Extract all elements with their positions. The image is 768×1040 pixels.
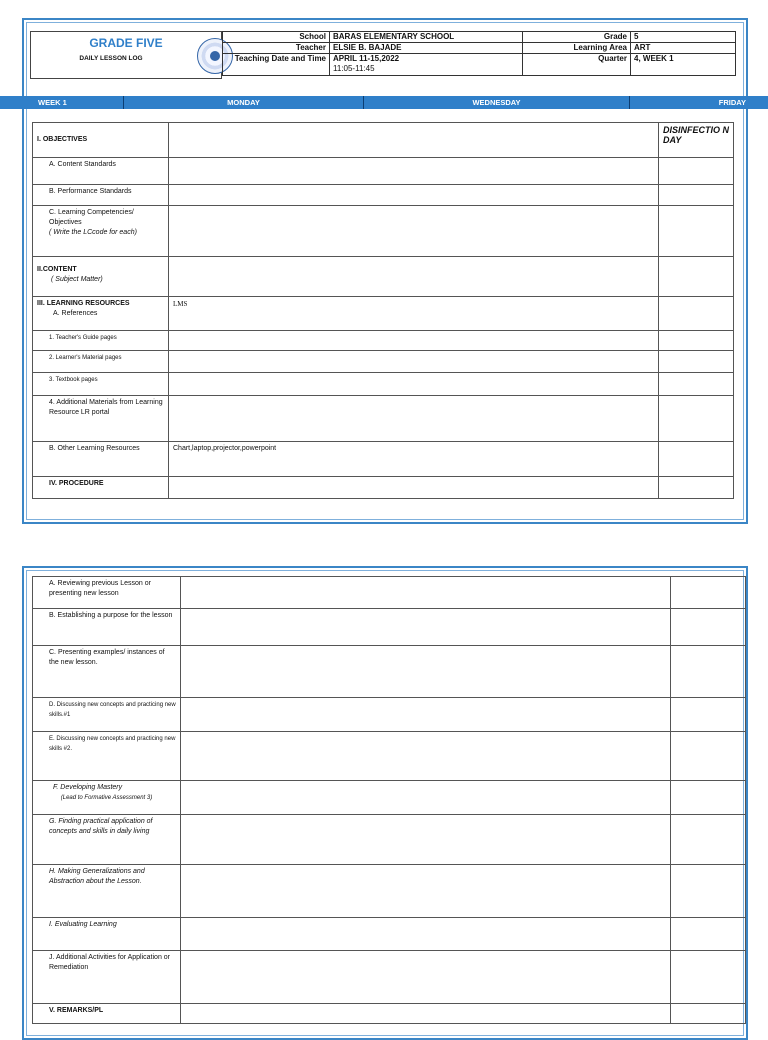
- learning-competencies-cell: [169, 206, 659, 257]
- textbook-cell: [169, 373, 659, 396]
- generalizations-label: H. Making Generalizations and Abstraction about the Lesson.: [33, 865, 181, 918]
- procedure-friday: [659, 477, 734, 499]
- teaching-date-label: Teaching Date and Time: [223, 54, 330, 76]
- establishing-purpose-label: B. Establishing a purpose for the lesson: [33, 609, 181, 646]
- daily-lesson-log-title: DAILY LESSON LOG: [79, 55, 143, 62]
- lesson-log-table-page-2: [32, 576, 746, 1024]
- additional-activities-cell: [181, 951, 671, 1004]
- reviewing-lesson-friday: [671, 577, 746, 609]
- evaluating-learning-label: I. Evaluating Learning: [33, 918, 181, 951]
- discussing-2-friday: [671, 732, 746, 781]
- learning-competencies-friday: [659, 206, 734, 257]
- references-label: A. References: [53, 310, 98, 317]
- procedure-heading: IV. PROCEDURE: [33, 477, 169, 499]
- developing-mastery-cell-label: [33, 781, 181, 815]
- week-day-bar: [0, 96, 768, 109]
- discussing-1-friday: [671, 698, 746, 732]
- textbook-label: 3. Textbook pages: [33, 373, 169, 396]
- school-label: School: [223, 32, 330, 43]
- teacher-value: ELSIE B. BAJADE: [330, 43, 523, 54]
- learners-material-friday: [659, 351, 734, 373]
- wednesday-header: WEDNESDAY: [364, 96, 630, 109]
- lc-code-note: ( Write the LCcode for each): [49, 229, 137, 236]
- additional-activities-friday: [671, 951, 746, 1004]
- objectives-heading: I. OBJECTIVES: [33, 123, 169, 158]
- discussing-1-cell: [181, 698, 671, 732]
- establishing-purpose-cell: [181, 609, 671, 646]
- teachers-guide-friday: [659, 331, 734, 351]
- discussing-2-label: E. Discussing new concepts and practicing new skills #2.: [33, 732, 181, 781]
- content-standards-friday: [659, 158, 734, 185]
- teaching-date-cell: [330, 54, 523, 76]
- quarter-label: Quarter: [523, 54, 631, 76]
- discussing-2-cell: [181, 732, 671, 781]
- performance-standards-label: B. Performance Standards: [33, 185, 169, 206]
- content-standards-cell: [169, 158, 659, 185]
- other-resources-label: B. Other Learning Resources: [33, 442, 169, 477]
- developing-mastery-cell: [181, 781, 671, 815]
- grade-label: Grade: [523, 32, 631, 43]
- disinfection-day: DISINFECTIO N DAY: [659, 123, 734, 158]
- practical-application-cell: [181, 815, 671, 865]
- grade-value: 5: [631, 32, 736, 43]
- content-cell: [169, 257, 659, 297]
- objectives-monday-cell: [169, 123, 659, 158]
- other-resources-friday: [659, 442, 734, 477]
- additional-materials-cell: [169, 396, 659, 442]
- discussing-1-label: D. Discussing new concepts and practicing new skills.#1: [33, 698, 181, 732]
- monday-header: MONDAY: [124, 96, 364, 109]
- learning-competencies-label: [33, 206, 169, 257]
- formative-assessment-note: (Lead to Formative Assessment 3): [60, 795, 153, 801]
- header-title-block: [30, 31, 222, 79]
- learners-material-label: 2. Learner's Material pages: [33, 351, 169, 373]
- remarks-heading: V. REMARKS/PL: [33, 1004, 181, 1024]
- teaching-date-value: APRIL 11-15,2022: [333, 54, 400, 63]
- teacher-label: Teacher: [223, 43, 330, 54]
- content-label-cell: [33, 257, 169, 297]
- subject-matter-note: ( Subject Matter): [51, 276, 103, 283]
- additional-materials-friday: [659, 396, 734, 442]
- other-resources-value: Chart,laptop,projector,powerpoint: [169, 442, 659, 477]
- header-info-table: [222, 31, 736, 76]
- generalizations-cell: [181, 865, 671, 918]
- textbook-friday: [659, 373, 734, 396]
- presenting-examples-friday: [671, 646, 746, 698]
- content-heading: II.CONTENT: [37, 266, 77, 273]
- additional-materials-label: 4. Additional Materials from Learning Resource LR portal: [33, 396, 169, 442]
- learning-resources-cell: [33, 297, 169, 331]
- performance-standards-cell: [169, 185, 659, 206]
- grade-title: GRADE FIVE: [89, 36, 163, 50]
- remarks-friday: [671, 1004, 746, 1024]
- learning-area-label: Learning Area: [523, 43, 631, 54]
- content-friday: [659, 257, 734, 297]
- developing-mastery-friday: [671, 781, 746, 815]
- reviewing-lesson-cell: [181, 577, 671, 609]
- reviewing-lesson-label: A. Reviewing previous Lesson or presenting new lesson: [33, 577, 181, 609]
- performance-standards-friday: [659, 185, 734, 206]
- learners-material-cell: [169, 351, 659, 373]
- quarter-value: 4, WEEK 1: [631, 54, 736, 76]
- teaching-time-value: 11:05-11:45: [333, 64, 375, 73]
- friday-header: FRIDAY: [718, 98, 746, 107]
- procedure-cell: [169, 477, 659, 499]
- establishing-purpose-friday: [671, 609, 746, 646]
- evaluating-learning-friday: [671, 918, 746, 951]
- developing-mastery-label: F. Developing Mastery: [53, 784, 123, 791]
- additional-activities-label: J. Additional Activities for Application or Remediation: [33, 951, 181, 1004]
- practical-application-friday: [671, 815, 746, 865]
- remarks-cell: [181, 1004, 671, 1024]
- generalizations-friday: [671, 865, 746, 918]
- week-label: WEEK 1: [0, 96, 124, 109]
- practical-application-label: G. Finding practical application of concepts and skills in daily living: [33, 815, 181, 865]
- school-value: BARAS ELEMENTARY SCHOOL: [330, 32, 523, 43]
- teachers-guide-cell: [169, 331, 659, 351]
- lesson-log-table-page-1: [32, 122, 734, 499]
- learning-competencies-text: C. Learning Competencies/ Objectives: [49, 209, 134, 226]
- content-standards-label: A. Content Standards: [33, 158, 169, 185]
- learning-resources-friday: [659, 297, 734, 331]
- evaluating-learning-cell: [181, 918, 671, 951]
- learning-resources-heading: III. LEARNING RESOURCES: [37, 300, 130, 307]
- lms-cell: LMS: [169, 297, 659, 331]
- learning-area-value: ART: [631, 43, 736, 54]
- presenting-examples-label: C. Presenting examples/ instances of the new lesson.: [33, 646, 181, 698]
- teachers-guide-label: 1. Teacher's Guide pages: [33, 331, 169, 351]
- presenting-examples-cell: [181, 646, 671, 698]
